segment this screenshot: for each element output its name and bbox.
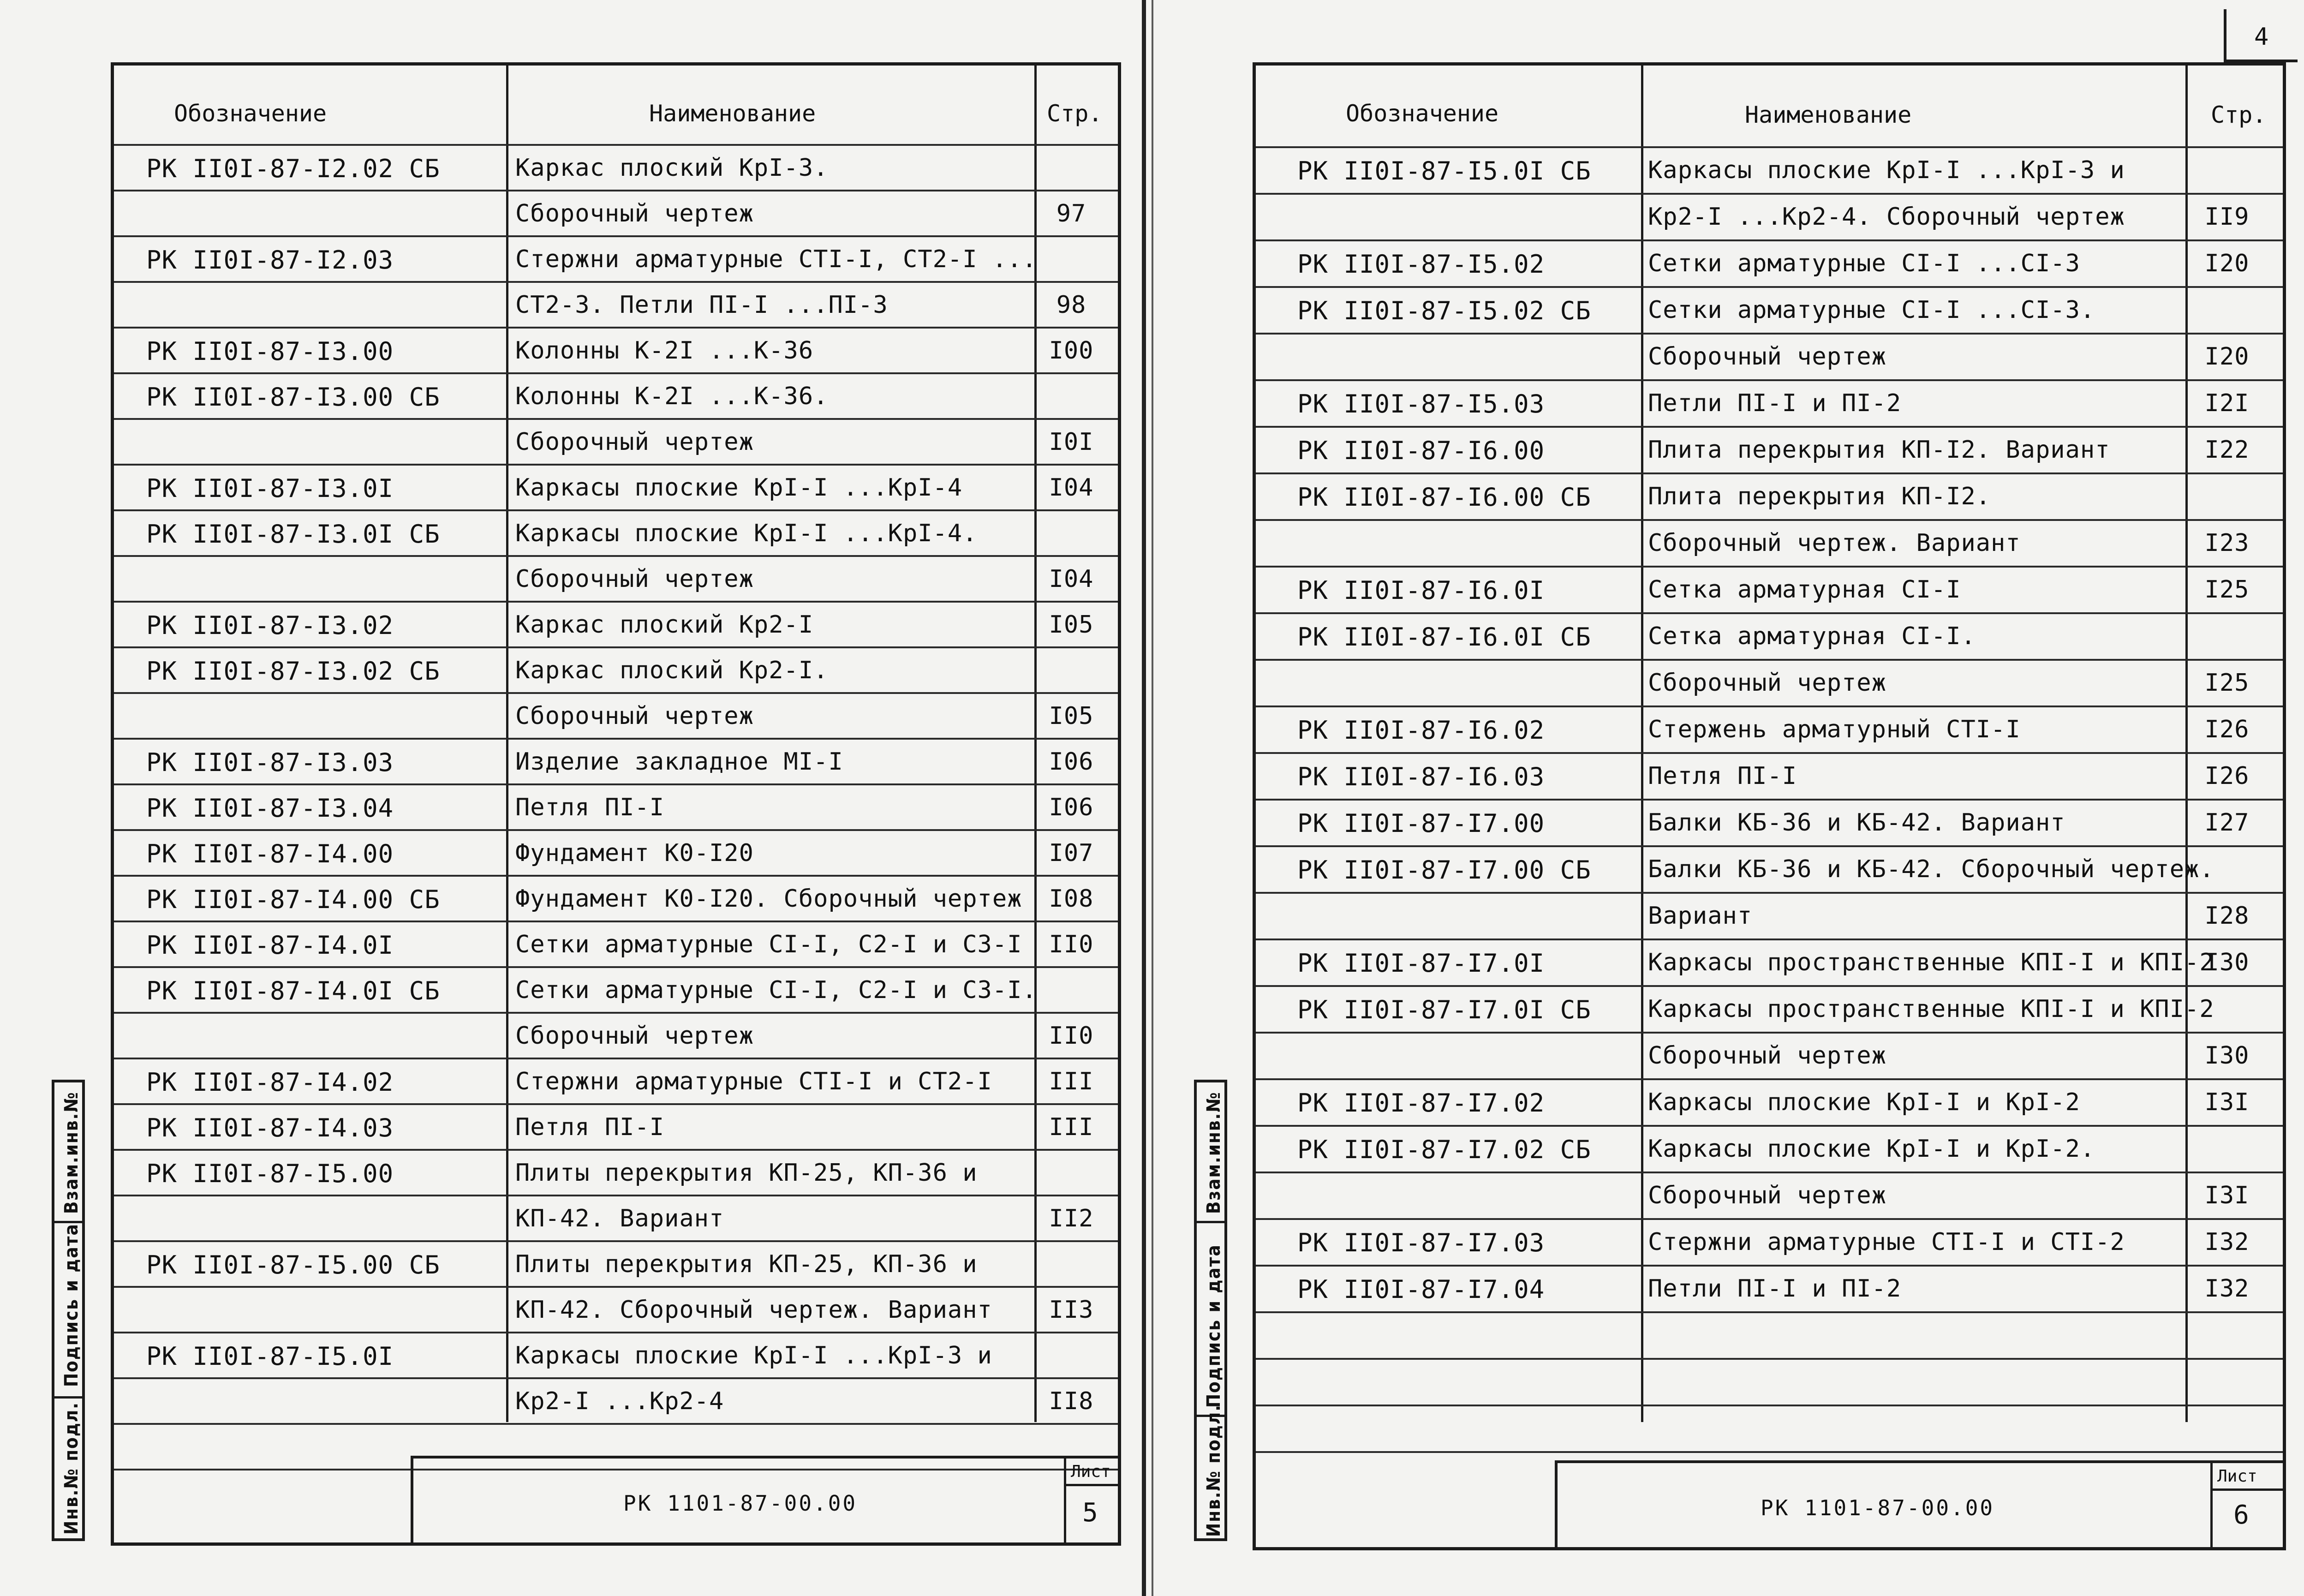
row-page: I0I: [1049, 428, 1094, 456]
row-designation: РК II0I-87-I7.04: [1297, 1275, 1545, 1304]
row-page: I25: [2204, 669, 2250, 697]
row-name: Сборочный чертеж: [515, 428, 754, 456]
row-page: II0: [1049, 931, 1094, 958]
row-page: II9: [2204, 203, 2250, 231]
row-page: I32: [2204, 1275, 2250, 1303]
row-designation: РК II0I-87-I7.0I СБ: [1297, 995, 1591, 1024]
row-divider: [114, 1149, 1118, 1151]
right-side-strip: [1194, 1080, 1227, 1541]
row-divider: [114, 1423, 1118, 1425]
row-divider: [114, 692, 1118, 694]
row-page: I06: [1049, 748, 1094, 776]
row-divider: [114, 646, 1118, 648]
row-name: Стержни арматурные СТI-I и СТI-2: [1648, 1228, 2125, 1256]
row-divider: [1256, 659, 2283, 661]
right-title-stamp: [1555, 1460, 2286, 1550]
left-header-page: Стр.: [1047, 100, 1103, 127]
row-designation: РК II0I-87-I5.02: [1297, 250, 1545, 279]
row-designation: РК II0I-87-I7.02 СБ: [1297, 1135, 1591, 1164]
right-header-designation: Обозначение: [1346, 100, 1499, 127]
row-divider: [1256, 1311, 2283, 1313]
row-divider: [114, 1332, 1118, 1333]
row-divider: [1256, 938, 2283, 940]
row-name: Плита перекрытия КП-I2. Вариант: [1648, 436, 2110, 464]
row-name: Каркас плоский Кр2-I: [515, 611, 814, 639]
row-designation: РК II0I-87-I4.0I: [146, 931, 394, 960]
row-divider: [1256, 193, 2283, 195]
left-sheet-label: Лист: [1071, 1462, 1111, 1481]
row-name: Каркасы пространственные КПI-I и КПI-2: [1648, 949, 2214, 976]
row-page: I26: [2204, 762, 2250, 790]
row-designation: РК II0I-87-I2.03: [146, 245, 394, 275]
row-page: I2I: [2204, 389, 2250, 417]
right-table: [1253, 62, 2286, 1550]
row-designation: РК II0I-87-I6.0I: [1297, 576, 1545, 605]
row-designation: РК II0I-87-I7.00: [1297, 809, 1545, 838]
page-number: 4: [2254, 23, 2269, 51]
row-name: Каркасы плоские КрI-I ...КрI-4: [515, 474, 963, 502]
row-designation: РК II0I-87-I7.0I: [1297, 949, 1545, 978]
row-name: Петля ПI-I: [515, 794, 665, 821]
row-name: Колонны К-2I ...К-36: [515, 337, 814, 365]
row-divider: [1256, 892, 2283, 894]
right-header-page: Стр.: [2211, 102, 2267, 128]
row-divider: [114, 281, 1118, 283]
row-page: 98: [1056, 291, 1086, 319]
row-page: I25: [2204, 576, 2250, 604]
row-page: I00: [1049, 337, 1094, 365]
row-divider: [1256, 985, 2283, 987]
row-divider: [114, 1377, 1118, 1379]
row-name: Каркас плоский КрI-3.: [515, 154, 829, 182]
page-fold-shadow: [1152, 0, 1153, 1596]
left-side-label-replaced: Взам.инв.№: [61, 1091, 82, 1214]
page-number-box: [2224, 9, 2298, 62]
right-stamp-code: РК 1101-87-00.00: [1761, 1495, 1995, 1520]
row-name: КП-42. Сборочный чертеж. Вариант: [515, 1296, 992, 1324]
row-page: II0: [1049, 1022, 1094, 1050]
row-name: Каркасы плоские КрI-I и КрI-2: [1648, 1088, 2080, 1116]
row-designation: РК II0I-87-I3.00 СБ: [146, 383, 440, 412]
row-designation: РК II0I-87-I3.0I СБ: [146, 520, 440, 549]
row-divider: [1256, 1451, 2283, 1453]
row-divider: [1256, 1078, 2283, 1080]
row-page: I30: [2204, 1042, 2250, 1070]
row-page: I07: [1049, 839, 1094, 867]
row-name: Сетки арматурные СI-I ...СI-3: [1648, 250, 2080, 277]
row-name: Сборочный чертеж: [1648, 1182, 1886, 1209]
right-side-label-inv: Инв.№ подл.: [1203, 1404, 1224, 1537]
right-side-label-replaced: Взам.инв.№: [1203, 1091, 1224, 1214]
row-page: I28: [2204, 902, 2250, 930]
right-header-name: Наименование: [1745, 102, 1912, 128]
row-designation: РК II0I-87-I6.03: [1297, 762, 1545, 791]
row-divider: [1256, 752, 2283, 754]
row-name: Плиты перекрытия КП-25, КП-36 и: [515, 1250, 978, 1278]
row-designation: РК II0I-87-I3.03: [146, 748, 394, 777]
row-designation: РК II0I-87-I6.00: [1297, 436, 1545, 465]
row-name: Петля ПI-I: [1648, 762, 1797, 790]
row-name: КП-42. Вариант: [515, 1205, 724, 1232]
row-name: Петли ПI-I и ПI-2: [1648, 1275, 1902, 1303]
row-designation: РК II0I-87-I5.00 СБ: [146, 1250, 440, 1279]
row-name: Сборочный чертеж: [515, 565, 754, 593]
row-designation: РК II0I-87-I7.02: [1297, 1088, 1545, 1118]
row-divider: [1256, 333, 2283, 335]
row-divider: [1256, 379, 2283, 381]
row-name: Каркас плоский Кр2-I.: [515, 657, 829, 684]
row-divider: [114, 190, 1118, 191]
row-page: I30: [2204, 949, 2250, 976]
row-designation: РК II0I-87-I2.02 СБ: [146, 154, 440, 183]
left-table: [111, 62, 1121, 1546]
row-page: I27: [2204, 809, 2250, 837]
row-name: Изделие закладное МI-I: [515, 748, 843, 776]
row-divider: [114, 738, 1118, 740]
row-divider: [114, 601, 1118, 603]
left-sheet-number: 5: [1082, 1498, 1098, 1528]
left-side-strip: [52, 1080, 85, 1541]
row-designation: РК II0I-87-I3.04: [146, 794, 394, 823]
row-name: Сетки арматурные СI-I, С2-I и С3-I: [515, 931, 1022, 958]
page-fold-divider: [1142, 0, 1146, 1596]
row-divider: [1256, 1218, 2283, 1220]
row-page: I3I: [2204, 1088, 2250, 1116]
row-page: I05: [1049, 611, 1094, 639]
row-name: Балки КБ-36 и КБ-42. Вариант: [1648, 809, 2065, 837]
row-name: Петли ПI-I и ПI-2: [1648, 389, 1902, 417]
row-divider: [1256, 472, 2283, 474]
row-divider: [114, 966, 1118, 968]
row-divider: [114, 464, 1118, 466]
row-name: Стержень арматурный СТI-I: [1648, 716, 2021, 743]
left-title-stamp: [411, 1456, 1121, 1546]
row-name: Балки КБ-36 и КБ-42. Сборочный чертеж.: [1648, 855, 2214, 883]
row-divider: [114, 829, 1118, 831]
row-divider: [114, 509, 1118, 511]
row-divider: [114, 1103, 1118, 1105]
row-divider: [114, 1195, 1118, 1196]
left-side-label-inv: Инв.№ подл.: [61, 1402, 82, 1535]
row-name: Вариант: [1648, 902, 1753, 930]
row-name: Каркасы плоские КрI-I ...КрI-4.: [515, 520, 978, 547]
row-page: I22: [2204, 436, 2250, 464]
row-divider: [1256, 845, 2283, 847]
row-page: I04: [1049, 565, 1094, 593]
row-designation: РК II0I-87-I6.0I СБ: [1297, 622, 1591, 652]
row-divider: [1256, 1265, 2283, 1267]
row-divider: [114, 1240, 1118, 1242]
row-name: Стержни арматурные СТI-I, СТ2-I ...: [515, 245, 1037, 273]
row-name: Стержни арматурные СТI-I и СТ2-I: [515, 1068, 992, 1095]
row-name: Сборочный чертеж: [515, 1022, 754, 1050]
row-name: Фундамент К0-I20. Сборочный чертеж: [515, 885, 1022, 913]
row-divider: [114, 921, 1118, 922]
row-divider: [1256, 426, 2283, 428]
row-name: Плиты перекрытия КП-25, КП-36 и: [515, 1159, 978, 1187]
row-name: Фундамент К0-I20: [515, 839, 754, 867]
row-page: 97: [1056, 200, 1086, 227]
row-name: Каркасы плоские КрI-I ...КрI-3 и: [515, 1342, 992, 1369]
row-designation: РК II0I-87-I7.03: [1297, 1228, 1545, 1257]
row-page: III: [1049, 1113, 1094, 1141]
row-name: Кр2-I ...Кр2-4: [515, 1387, 724, 1415]
row-divider: [114, 235, 1118, 237]
row-name: Сетки арматурные СI-I ...СI-3.: [1648, 296, 2095, 324]
row-divider: [1256, 799, 2283, 801]
row-page: I23: [2204, 529, 2250, 557]
row-divider: [1256, 705, 2283, 707]
row-divider: [114, 783, 1118, 785]
row-designation: РК II0I-87-I5.0I: [146, 1342, 394, 1371]
row-divider: [114, 1058, 1118, 1059]
row-divider: [1256, 286, 2283, 288]
row-designation: РК II0I-87-I4.02: [146, 1068, 394, 1097]
row-name: Сборочный чертеж: [515, 702, 754, 730]
row-divider: [1256, 566, 2283, 568]
row-divider: [114, 418, 1118, 420]
row-divider: [1256, 612, 2283, 614]
row-name: Сетка арматурная СI-I.: [1648, 622, 1976, 650]
row-designation: РК II0I-87-I3.02: [146, 611, 394, 640]
row-designation: РК II0I-87-I4.0I СБ: [146, 976, 440, 1005]
row-designation: РК II0I-87-I6.00 СБ: [1297, 483, 1591, 512]
left-side-label-signature: Подпись и дата: [61, 1223, 82, 1387]
row-name: Каркасы пространственные КПI-I и КПI-2: [1648, 995, 2214, 1023]
row-divider: [1256, 1125, 2283, 1127]
row-divider: [1256, 519, 2283, 521]
row-page: II8: [1049, 1387, 1094, 1415]
row-page: I05: [1049, 702, 1094, 730]
row-page: I20: [2204, 250, 2250, 277]
left-header-name: Наименование: [649, 100, 816, 127]
row-name: Сетка арматурная СI-I: [1648, 576, 1961, 604]
row-page: I06: [1049, 794, 1094, 821]
row-designation: РК II0I-87-I3.02 СБ: [146, 657, 440, 686]
row-divider: [1256, 1358, 2283, 1360]
row-name: Сборочный чертеж: [515, 200, 754, 227]
row-designation: РК II0I-87-I3.00: [146, 337, 394, 366]
row-name: Каркасы плоские КрI-I и КрI-2.: [1648, 1135, 2095, 1163]
row-page: I08: [1049, 885, 1094, 913]
row-name: Колонны К-2I ...К-36.: [515, 383, 829, 410]
row-name: Кр2-I ...Кр2-4. Сборочный чертеж: [1648, 203, 2125, 231]
row-designation: РК II0I-87-I3.0I: [146, 474, 394, 503]
row-designation: РК II0I-87-I5.00: [146, 1159, 394, 1188]
row-divider: [114, 555, 1118, 557]
row-page: I20: [2204, 343, 2250, 371]
row-divider: [114, 1012, 1118, 1014]
row-name: Плита перекрытия КП-I2.: [1648, 483, 1991, 510]
row-page: III: [1049, 1068, 1094, 1095]
row-divider: [114, 372, 1118, 374]
row-name: Сетки арматурные СI-I, С2-I и С3-I.: [515, 976, 1037, 1004]
right-side-label-signature: Подпись и дата: [1203, 1244, 1224, 1408]
right-sheet-label: Лист: [2217, 1467, 2257, 1486]
row-designation: РК II0I-87-I7.00 СБ: [1297, 855, 1591, 885]
row-name: СТ2-3. Петли ПI-I ...ПI-3: [515, 291, 888, 319]
row-divider: [1256, 1172, 2283, 1173]
row-page: I3I: [2204, 1182, 2250, 1209]
row-name: Сборочный чертеж: [1648, 1042, 1886, 1070]
row-designation: РК II0I-87-I4.03: [146, 1113, 394, 1142]
right-sheet-number: 6: [2233, 1500, 2249, 1530]
row-divider: [1256, 239, 2283, 241]
row-designation: РК II0I-87-I5.03: [1297, 389, 1545, 418]
row-designation: РК II0I-87-I6.02: [1297, 716, 1545, 745]
row-divider: [114, 327, 1118, 329]
row-name: Сборочный чертеж: [1648, 343, 1886, 371]
row-divider: [114, 875, 1118, 877]
row-designation: РК II0I-87-I5.0I СБ: [1297, 156, 1591, 185]
row-name: Сборочный чертеж: [1648, 669, 1886, 697]
row-page: II3: [1049, 1296, 1094, 1324]
row-divider: [1256, 1032, 2283, 1034]
row-designation: РК II0I-87-I4.00: [146, 839, 394, 868]
left-header-designation: Обозначение: [174, 100, 327, 127]
row-name: Петля ПI-I: [515, 1113, 665, 1141]
row-page: II2: [1049, 1205, 1094, 1232]
row-divider: [114, 1286, 1118, 1288]
row-name: Сборочный чертеж. Вариант: [1648, 529, 2021, 557]
row-name: Каркасы плоские КрI-I ...КрI-3 и: [1648, 156, 2125, 184]
row-designation: РК II0I-87-I4.00 СБ: [146, 885, 440, 914]
row-designation: РК II0I-87-I5.02 СБ: [1297, 296, 1591, 325]
row-divider: [1256, 1405, 2283, 1406]
left-stamp-code: РК 1101-87-00.00: [623, 1491, 858, 1516]
row-page: I26: [2204, 716, 2250, 743]
row-page: I04: [1049, 474, 1094, 502]
row-page: I32: [2204, 1228, 2250, 1256]
